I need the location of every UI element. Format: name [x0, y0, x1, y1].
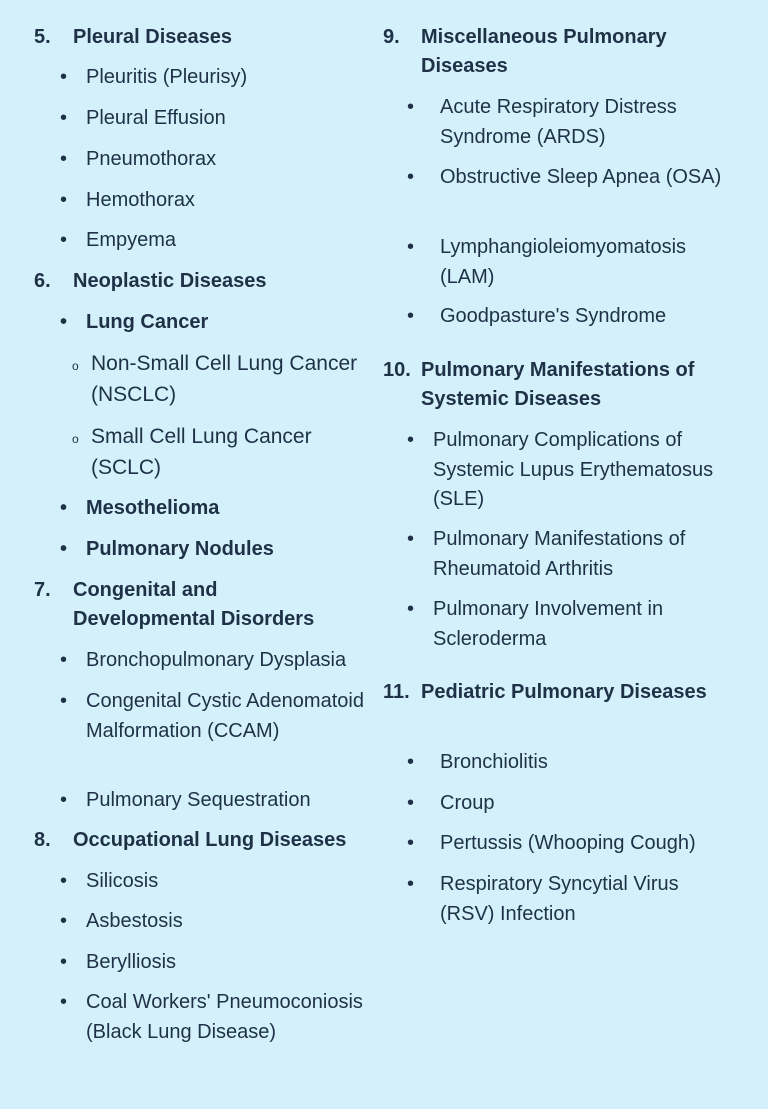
section-11-heading — [383, 678, 723, 707]
list-item: • Lymphangioleiomyomatosis (LAM) — [407, 233, 727, 292]
list-item: • Pleural Effusion — [60, 104, 370, 134]
section-5-title: Pleural Diseases — [73, 26, 232, 48]
section-8-title: Occupational Lung Diseases — [73, 829, 347, 851]
section-11-title: Pediatric Pulmonary Diseases — [421, 681, 707, 703]
bullet-icon: • — [60, 951, 68, 973]
section-7-heading — [34, 576, 354, 634]
section-7-number: 7. — [34, 579, 51, 601]
bullet-icon: • — [407, 832, 415, 854]
list-item: • Coal Workers' Pneumoconiosis (Black Lung Disease) — [60, 988, 372, 1047]
list-item: • Berylliosis — [60, 948, 370, 978]
bullet-icon: • — [60, 107, 68, 129]
section-6-number: 6. — [34, 270, 51, 292]
list-item: • Bronchiolitis — [407, 748, 727, 778]
bullet-icon: • — [60, 870, 68, 892]
circle-bullet-icon: o — [72, 359, 79, 373]
list-item: • Croup — [407, 789, 727, 819]
list-item: • Pulmonary Nodules — [60, 535, 370, 565]
section-8-number: 8. — [34, 829, 51, 851]
list-item: • Congenital Cystic Adenomatoid Malformation (CCAM) — [60, 687, 370, 746]
bullet-icon: • — [60, 148, 68, 170]
sub-list-item: o Non-Small Cell Lung Cancer (NSCLC) — [72, 352, 358, 406]
bullet-icon: • — [407, 96, 415, 118]
bullet-icon: • — [60, 538, 68, 560]
bullet-icon: • — [407, 792, 415, 814]
bullet-icon: • — [60, 789, 68, 811]
bullet-icon: • — [60, 690, 68, 712]
list-item: • Pneumothorax — [60, 145, 370, 175]
list-item: • Silicosis — [60, 867, 370, 897]
list-item: • Asbestosis — [60, 907, 370, 937]
section-7-title: Congenital and Developmental Disorders — [73, 579, 315, 630]
section-11-number: 11. — [383, 681, 410, 703]
section-10-number: 10. — [383, 359, 411, 381]
section-9-heading — [383, 23, 723, 81]
circle-bullet-icon: o — [72, 432, 79, 446]
section-9-number: 9. — [383, 26, 400, 48]
bullet-icon: • — [60, 991, 68, 1013]
bullet-icon: • — [407, 305, 415, 327]
list-item: • Mesothelioma — [60, 494, 370, 524]
list-item: • Pulmonary Involvement in Scleroderma — [407, 595, 727, 654]
list-item: • Pulmonary Sequestration — [60, 786, 370, 816]
section-6-title: Neoplastic Diseases — [73, 270, 267, 292]
list-item: • Hemothorax — [60, 186, 370, 216]
bullet-icon: • — [60, 497, 68, 519]
section-10-title: Pulmonary Manifestations of Systemic Diseases — [421, 359, 695, 410]
bullet-icon: • — [60, 189, 68, 211]
list-item: • Pertussis (Whooping Cough) — [407, 829, 727, 859]
list-item: • Pleuritis (Pleurisy) — [60, 63, 370, 93]
bullet-icon: • — [60, 229, 68, 251]
section-5-heading — [34, 23, 364, 52]
list-item-lung-cancer: • Lung Cancer — [60, 308, 370, 338]
section-8-heading — [34, 826, 379, 855]
section-9-title: Miscellaneous Pulmonary Diseases — [421, 26, 667, 77]
bullet-icon: • — [60, 649, 68, 671]
list-item: • Obstructive Sleep Apnea (OSA) — [407, 163, 727, 193]
list-item: • Acute Respiratory Distress Syndrome (ARDS) — [407, 93, 727, 152]
bullet-icon: • — [407, 528, 415, 550]
bullet-icon: • — [407, 873, 415, 895]
bullet-icon: • — [60, 66, 68, 88]
sub-list-item: o Small Cell Lung Cancer (SCLC) — [72, 425, 312, 479]
bullet-icon: • — [407, 166, 415, 188]
list-item: • Respiratory Syncytial Virus (RSV) Infection — [407, 870, 727, 929]
list-item: • Pulmonary Manifestations of Rheumatoid Arthritis — [407, 525, 727, 584]
section-6-heading — [34, 267, 364, 296]
list-item: • Pulmonary Complications of Systemic Lupus Erythematosus (SLE) — [407, 426, 727, 515]
bullet-icon: • — [407, 236, 415, 258]
section-10-heading — [383, 356, 733, 414]
list-item: • Bronchopulmonary Dysplasia — [60, 646, 380, 676]
bullet-icon: • — [60, 910, 68, 932]
bullet-icon: • — [60, 311, 68, 333]
list-item: • Goodpasture's Syndrome — [407, 302, 727, 332]
section-5-number: 5. — [34, 26, 51, 48]
bullet-icon: • — [407, 598, 415, 620]
list-item: • Empyema — [60, 226, 370, 256]
bullet-icon: • — [407, 751, 415, 773]
bullet-icon: • — [407, 429, 415, 451]
